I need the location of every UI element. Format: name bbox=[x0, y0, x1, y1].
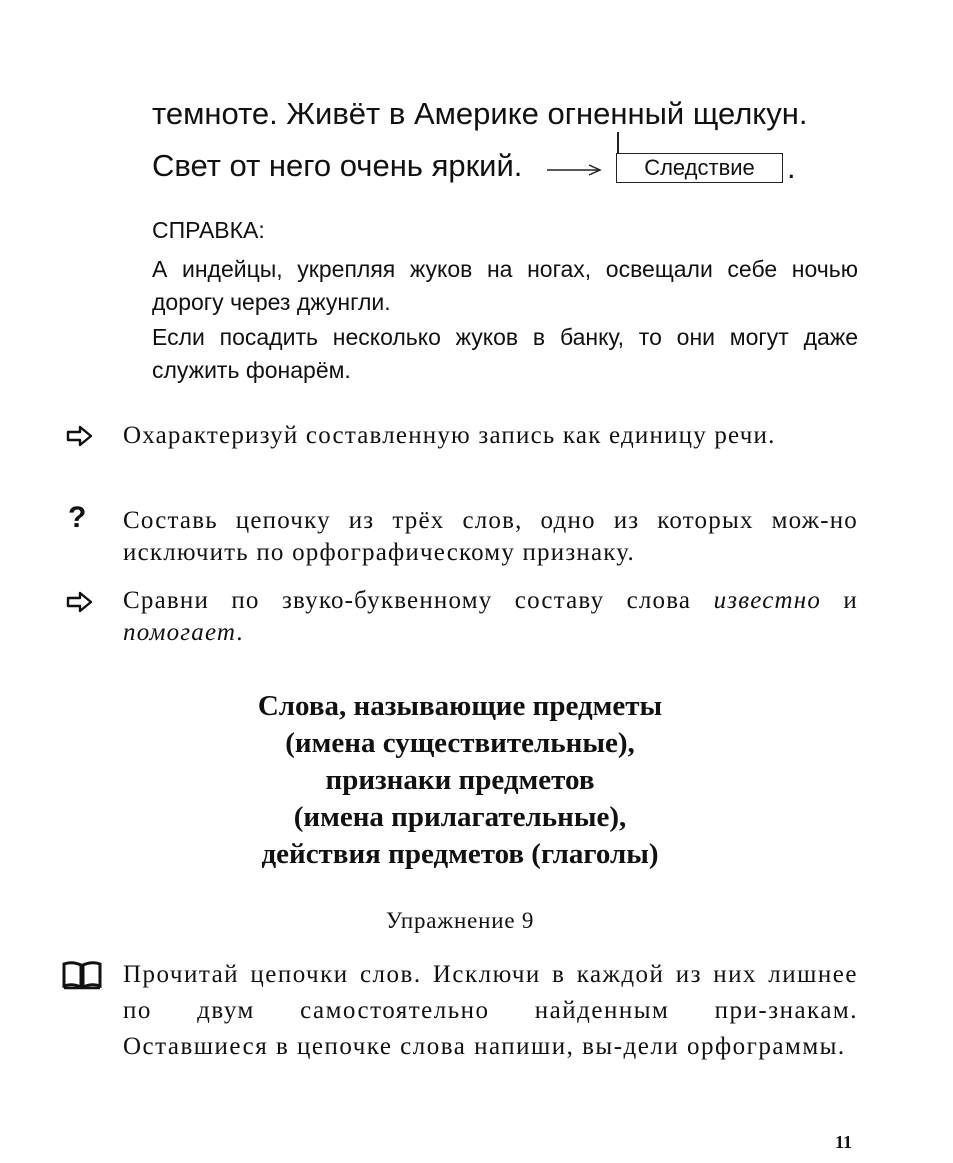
text-line-1: темноте. Живёт в Америке огненный щелкун. bbox=[152, 96, 808, 131]
task-2: Составь цепочку из трёх слов, одно из которых мож-но исключить по орфографическому признаку. bbox=[123, 507, 858, 566]
arrow-right-icon bbox=[66, 590, 94, 614]
section-title: Слова, называющие предметы (имена существительные), признаки предметов (имена прилагательные), действия предметов (глаголы) bbox=[257, 690, 663, 870]
text-line-2: Свет от него очень яркий. bbox=[152, 148, 523, 183]
word-pomogaet: помогает bbox=[123, 619, 237, 646]
exercise-label: Упражнение 9 bbox=[385, 908, 535, 933]
book-icon bbox=[62, 960, 102, 990]
reference-title: СПРАВКА: bbox=[152, 217, 265, 243]
arrow-icon bbox=[545, 160, 605, 180]
word-izvestno: известно bbox=[713, 587, 822, 614]
exercise-text: Прочитай цепочки слов. Исключи в каждой из них лишнее по двум самостоятельно найденным при-знакам. Оставшиеся в цепочке слова напиши, вы-дели орфограммы. bbox=[123, 961, 858, 1060]
question-icon: ? bbox=[68, 501, 87, 534]
task-1: Охарактеризуй составленную запись как единицу речи. bbox=[123, 422, 776, 449]
box-dot: . bbox=[787, 150, 796, 185]
page-number: 11 bbox=[835, 1132, 853, 1152]
arrow-right-icon bbox=[66, 424, 94, 448]
task-3: Сравни по звуко-буквенному составу слова известно и помогает. bbox=[123, 587, 858, 646]
reference-paragraph-2: Если посадить несколько жуков в банку, то они могут даже служить фонарём. bbox=[152, 324, 858, 383]
reference-paragraph-1: А индейцы, укрепляя жуков на ногах, освещали себе ночью дорогу через джунгли. bbox=[152, 256, 858, 315]
consequence-box: Следствие bbox=[616, 153, 783, 183]
box-stem bbox=[617, 132, 619, 154]
